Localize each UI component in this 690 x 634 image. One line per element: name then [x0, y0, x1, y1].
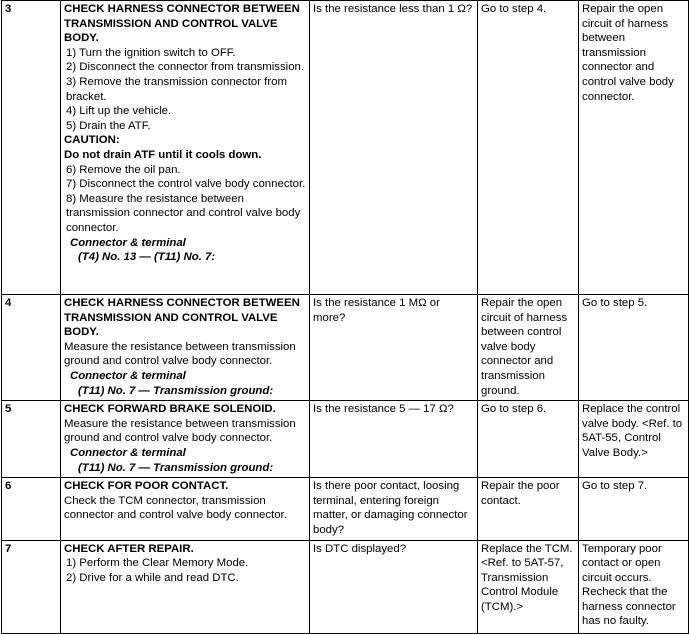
check-cell: [61, 401, 310, 478]
connector-terminal: (T11) No. 7 — Transmission ground:: [78, 384, 274, 397]
procedure-step: 3) Remove the transmission connector from bracket.: [66, 75, 287, 103]
yes-action-cell: Repair the open circuit of harness between control valve body connector and transmission ground.: [478, 295, 579, 401]
table-row-step-6: [2, 478, 689, 540]
no-action-cell: Replace the control valve body. <Ref. to 5AT-55, Control Valve Body.>: [579, 401, 689, 478]
connector-heading: Connector & terminal: [70, 369, 186, 382]
check-cell: [61, 295, 310, 401]
procedure-step: 2) Drive for a while and read DTC.: [66, 571, 239, 584]
check-cell: [61, 540, 310, 633]
step-number: 6: [2, 478, 61, 540]
procedure-step: 8) Measure the resistance between transmission connector and control valve body connector.: [66, 192, 301, 234]
connector-terminal: (T4) No. 13 — (T11) No. 7:: [78, 251, 216, 264]
no-action-cell: Repair the open circuit of harness between transmission connector and control valve body connector.: [579, 1, 689, 295]
procedure-step: 7) Disconnect the control valve body connector.: [66, 178, 306, 191]
question-cell: Is DTC displayed?: [310, 540, 478, 633]
procedure-step: 4) Lift up the vehicle.: [66, 105, 172, 118]
table-row-step-4: [2, 295, 689, 401]
table-row-step-5: [2, 401, 689, 478]
procedure-step: 5) Drain the ATF.: [66, 119, 151, 132]
check-title: CHECK FORWARD BRAKE SOLENOID.: [64, 403, 276, 416]
question-cell: Is the resistance 1 MΩ or more?: [310, 295, 478, 401]
check-description: Measure the resistance between transmission ground and control valve body connector.: [64, 340, 296, 368]
question-cell: Is the resistance 5 — 17 Ω?: [310, 401, 478, 478]
yes-action-cell: Replace the TCM. <Ref. to 5AT-57, Transmission Control Module (TCM).>: [478, 540, 579, 633]
no-action-cell: Temporary poor contact or open circuit occurs. Recheck that the harness connector has no faulty.: [579, 540, 689, 633]
step-number: 7: [2, 540, 61, 633]
table-row-step-3: [2, 1, 689, 295]
connector-heading: Connector & terminal: [70, 236, 186, 249]
step-number: 5: [2, 401, 61, 478]
question-cell: Is the resistance less than 1 Ω?: [310, 1, 478, 295]
check-title: CHECK AFTER REPAIR.: [64, 542, 194, 555]
procedure-step: 2) Disconnect the connector from transmission.: [66, 61, 305, 74]
yes-action-cell: Go to step 4.: [478, 1, 579, 295]
caution-heading: CAUTION:: [64, 134, 120, 147]
table-row-step-7: [2, 540, 689, 633]
caution-text: Do not drain ATF until it cools down.: [64, 148, 262, 161]
connector-heading: Connector & terminal: [70, 446, 186, 459]
step-number: 3: [2, 1, 61, 295]
check-title: CHECK HARNESS CONNECTOR BETWEEN TRANSMISSION AND CONTROL VALVE BODY.: [64, 297, 300, 339]
diagnostic-table: [1, 0, 689, 634]
procedure-step: 1) Turn the ignition switch to OFF.: [66, 46, 236, 59]
check-cell: [61, 478, 310, 540]
yes-action-cell: Repair the poor contact.: [478, 478, 579, 540]
yes-action-cell: Go to step 6.: [478, 401, 579, 478]
connector-terminal: (T11) No. 7 — Transmission ground:: [78, 461, 274, 474]
check-cell: [61, 1, 310, 295]
question-cell: Is there poor contact, loosing terminal, entering foreign matter, or damaging connector body?: [310, 478, 478, 540]
check-title: CHECK HARNESS CONNECTOR BETWEEN TRANSMISSION AND CONTROL VALVE BODY.: [64, 3, 300, 45]
check-description: Check the TCM connector, transmission connector and control valve body connector.: [64, 494, 287, 522]
no-action-cell: Go to step 5.: [579, 295, 689, 401]
check-description: Measure the resistance between transmission ground and control valve body connector.: [64, 417, 296, 445]
procedure-step: 1) Perform the Clear Memory Mode.: [66, 557, 249, 570]
check-title: CHECK FOR POOR CONTACT.: [64, 480, 229, 493]
no-action-cell: Go to step 7.: [579, 478, 689, 540]
step-number: 4: [2, 295, 61, 401]
procedure-step: 6) Remove the oil pan.: [66, 163, 181, 176]
